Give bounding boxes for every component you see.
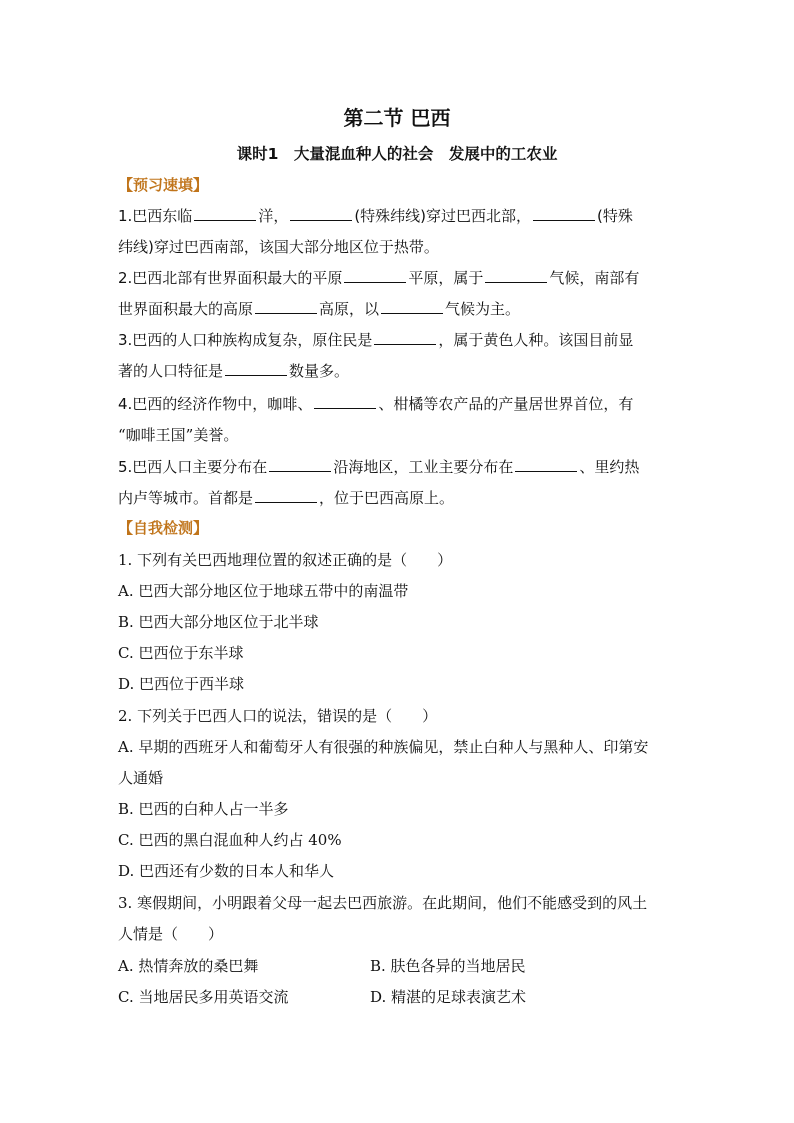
fill-blank[interactable] xyxy=(225,360,287,376)
q1-text-c: (特殊纬线)穿过巴西北部， xyxy=(354,207,532,225)
fill-blank[interactable] xyxy=(255,298,317,314)
mc2-option-a-line-2[interactable]: 人通婚 xyxy=(118,769,164,787)
fill-blank[interactable] xyxy=(290,205,352,221)
mc3-row-2 xyxy=(118,986,527,1008)
q5-text-a: 5.巴西人口主要分布在 xyxy=(118,458,268,476)
question-4-line-2: “咖啡王国”美誉。 xyxy=(118,426,239,444)
mc3-option-d[interactable]: D. 精湛的足球表演艺术 xyxy=(370,988,527,1006)
fill-blank[interactable] xyxy=(381,298,443,314)
fill-blank[interactable] xyxy=(485,267,547,283)
q2-text-c: 气候，南部有 xyxy=(549,269,640,287)
q2-text-e: 高原，以 xyxy=(319,300,380,318)
question-5-line-1 xyxy=(118,456,639,478)
q5-text-b: 沿海地区，工业主要分布在 xyxy=(333,458,514,476)
q2-text-f: 气候为主。 xyxy=(445,300,521,318)
q4-text-a: 4.巴西的经济作物中，咖啡、 xyxy=(118,395,313,413)
q1-text-d: (特殊 xyxy=(597,207,633,225)
section-preview-heading: 【预习速填】 xyxy=(118,176,209,194)
mc1-option-b[interactable]: B. 巴西大部分地区位于北半球 xyxy=(118,613,319,631)
mc1-option-c[interactable]: C. 巴西位于东半球 xyxy=(118,644,244,662)
mc3-option-a[interactable]: A. 热情奔放的桑巴舞 xyxy=(118,957,259,975)
fill-blank[interactable] xyxy=(374,329,436,345)
fill-blank[interactable] xyxy=(515,456,577,472)
question-3-line-2 xyxy=(118,360,349,382)
q3-text-b: ，属于黄色人种。该国目前显 xyxy=(438,331,634,349)
mc2-option-a-line-1[interactable]: A. 早期的西班牙人和葡萄牙人有很强的种族偏见，禁止白种人与黑种人、印第安 xyxy=(118,738,649,756)
page-title: 第二节 巴西 xyxy=(343,106,451,130)
question-2-line-1 xyxy=(118,267,639,289)
q5-text-e: ，位于巴西高原上。 xyxy=(319,489,455,507)
fill-blank[interactable] xyxy=(194,205,256,221)
q2-text-d: 世界面积最大的高原 xyxy=(118,300,254,318)
mc2-stem: 2. 下列关于巴西人口的说法，错误的是（ ） xyxy=(118,707,438,725)
question-1-line-1 xyxy=(118,205,633,227)
section-check-heading: 【自我检测】 xyxy=(118,519,209,537)
q2-text-a: 2.巴西北部有世界面积最大的平原 xyxy=(118,269,343,287)
fill-blank[interactable] xyxy=(314,393,376,409)
question-5-line-2 xyxy=(118,487,454,509)
mc1-option-a[interactable]: A. 巴西大部分地区位于地球五带中的南温带 xyxy=(118,582,409,600)
mc1-stem: 1. 下列有关巴西地理位置的叙述正确的是（ ） xyxy=(118,551,453,569)
fill-blank[interactable] xyxy=(269,456,331,472)
q5-text-c: 、里约热 xyxy=(579,458,640,476)
q1-text-b: 洋， xyxy=(258,207,289,225)
q3-text-a: 3.巴西的人口种族构成复杂，原住民是 xyxy=(118,331,373,349)
mc3-option-b[interactable]: B. 肤色各异的当地居民 xyxy=(370,957,526,975)
mc2-option-b[interactable]: B. 巴西的白种人占一半多 xyxy=(118,800,289,818)
question-3-line-1 xyxy=(118,329,633,351)
mc2-option-c[interactable]: C. 巴西的黑白混血种人约占 40% xyxy=(118,831,342,849)
fill-blank[interactable] xyxy=(255,487,317,503)
question-4-line-1 xyxy=(118,393,633,415)
lesson-subtitle: 课时1 大量混血种人的社会 发展中的工农业 xyxy=(236,145,558,163)
fill-blank[interactable] xyxy=(533,205,595,221)
q2-text-b: 平原，属于 xyxy=(408,269,484,287)
q3-text-d: 数量多。 xyxy=(289,362,350,380)
q4-text-b: 、柑橘等农产品的产量居世界首位，有 xyxy=(378,395,634,413)
question-2-line-2 xyxy=(118,298,520,320)
mc3-stem-line-1: 3. 寒假期间，小明跟着父母一起去巴西旅游。在此期间，他们不能感受到的风土 xyxy=(118,894,648,912)
mc2-option-d[interactable]: D. 巴西还有少数的日本人和华人 xyxy=(118,862,335,880)
q5-text-d: 内卢等城市。首都是 xyxy=(118,489,254,507)
mc3-stem-line-2: 人情是（ ） xyxy=(118,925,224,943)
question-1-line-2: 纬线)穿过巴西南部，该国大部分地区位于热带。 xyxy=(118,238,439,256)
mc3-row-1 xyxy=(118,955,526,977)
q3-text-c: 著的人口特征是 xyxy=(118,362,224,380)
q1-text-a: 1.巴西东临 xyxy=(118,207,193,225)
mc3-option-c[interactable]: C. 当地居民多用英语交流 xyxy=(118,988,289,1006)
mc1-option-d[interactable]: D. 巴西位于西半球 xyxy=(118,675,245,693)
fill-blank[interactable] xyxy=(344,267,406,283)
